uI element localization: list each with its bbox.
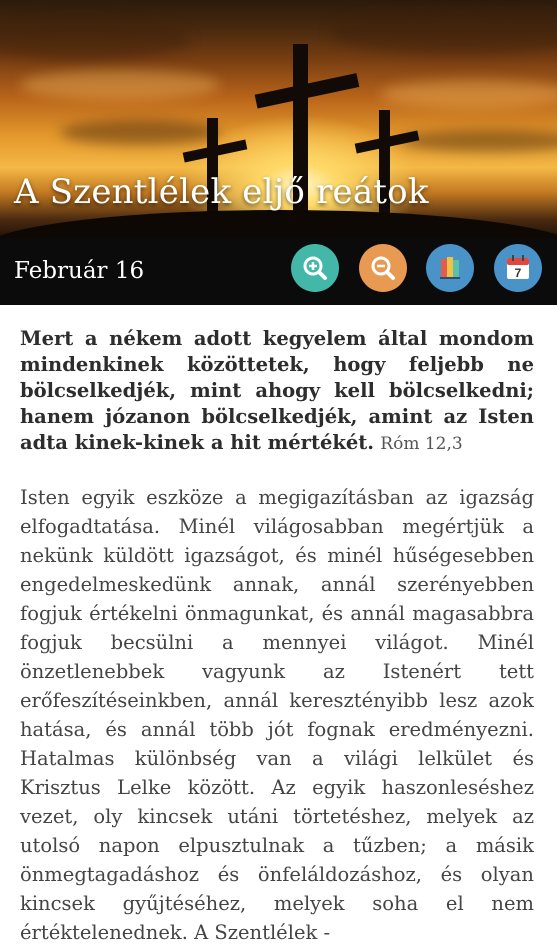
devotional-body: Isten egyik eszköze a megigazításban az igazság elfogadtatása. Minél világosabban megértjük a nekünk küldött igazságot, és minél hűségesebben engedelmeskedünk annak, annál szerényebben fogjuk értékelni önmagunkat, és annál magasabbra fogjuk becsülni a mennyei világot. Minél önzetlenebbek vagyunk az Istenért tett erőfeszítéseinkben, annál keresztényibb lesz azok hatása, és annál több jót fognak eredményezni. Hatalmas különbség van a világi lelkület és Krisztus Lelke között. Az egyik haszonleséshez vezet, oly kincsek utáni törtetéshez, melyek az utolsó napon elpusztulnak a tűzben; a másik önmegtagadáshoz és önfeláldozáshoz, és olyan kincsek gyűjtéséhez, melyek soha el nem értéktelenednek. A Szentlélek - xyxy=(20,486,534,944)
bible-verse xyxy=(20,326,534,457)
zoom-out-button[interactable] xyxy=(359,244,407,292)
reading-date: Február 16 xyxy=(14,258,145,284)
zoom-in-button[interactable] xyxy=(291,244,339,292)
zoom-in-icon xyxy=(300,253,330,283)
page-title: A Szentlélek eljő reátok xyxy=(14,172,429,212)
header-banner xyxy=(0,0,557,305)
verse-text: Mert a nékem adott kegyelem által mondom mindenkinek közöttetek, hogy feljebb ne bölcselkedjék, mint ahogy kell bölcselkedni; hanem józanon bölcselkedjék, amint az Isten adta kinek-kinek a hit mértékét. xyxy=(20,327,534,454)
calendar-day-number: 7 xyxy=(514,266,522,280)
calendar-button[interactable] xyxy=(494,244,542,292)
calendar-icon xyxy=(502,252,534,284)
verse-reference: Róm 12,3 xyxy=(380,434,463,454)
zoom-out-icon xyxy=(368,253,398,283)
books-button[interactable] xyxy=(426,244,474,292)
books-icon xyxy=(435,253,465,283)
reading-content xyxy=(20,326,534,947)
